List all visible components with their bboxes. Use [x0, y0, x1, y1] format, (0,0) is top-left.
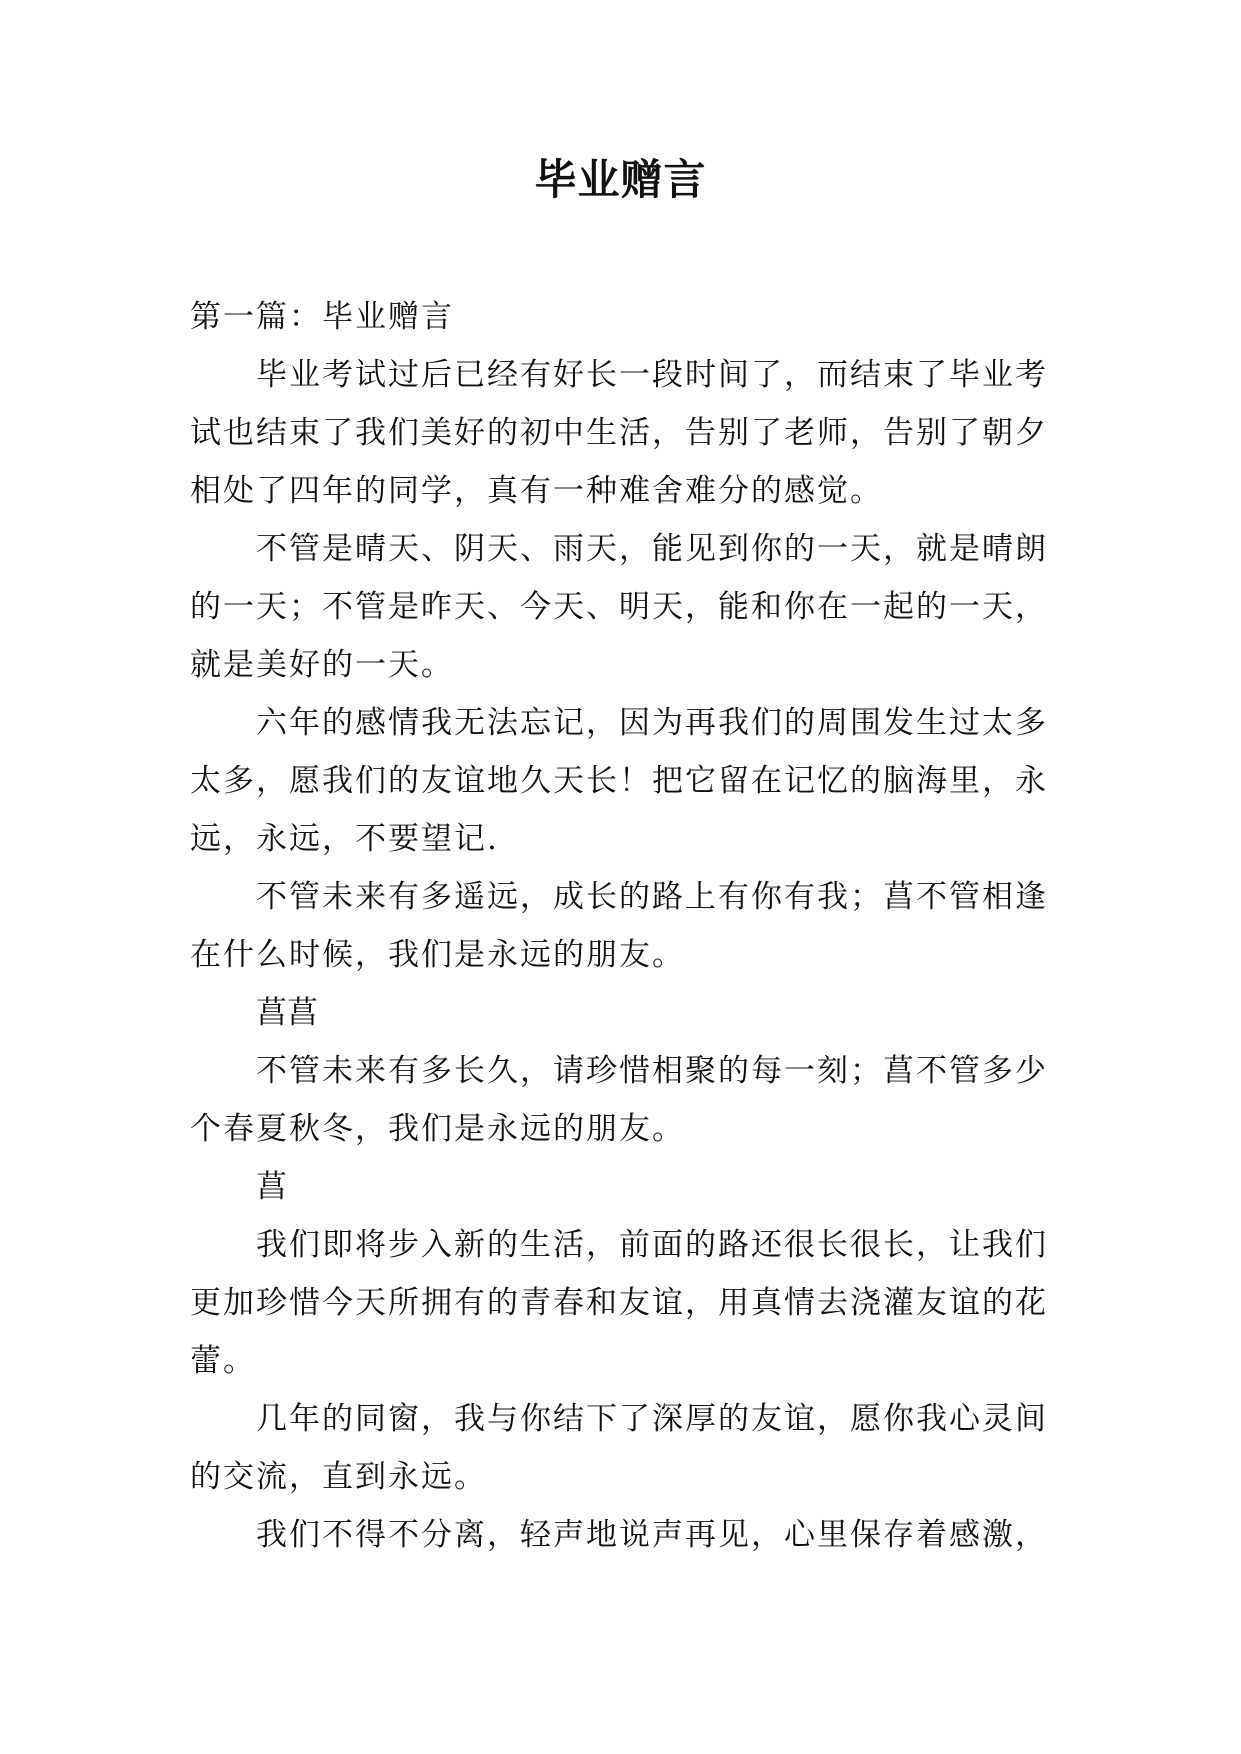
- paragraph-line: 就是美好的一天。: [190, 647, 454, 683]
- paragraph-line: 太多，愿我们的友谊地久天长！把它留在记忆的脑海里，永: [190, 763, 1048, 799]
- document-body: [190, 288, 1050, 1564]
- paragraph-line: 蕾。: [190, 1343, 256, 1379]
- paragraph-line: 不管是晴天、阴天、雨天，能见到你的一天，就是晴朗: [256, 531, 1048, 567]
- paragraph-line: 六年的感情我无法忘记，因为再我们的周围发生过太多: [256, 705, 1048, 741]
- paragraph-line: 相处了四年的同学，真有一种难舍难分的感觉。: [190, 473, 883, 509]
- paragraph-line: 不管未来有多长久，请珍惜相聚的每一刻；菖不管多少: [256, 1053, 1048, 1089]
- paragraph-line: 我们即将步入新的生活，前面的路还很长很长，让我们: [256, 1227, 1048, 1263]
- paragraph-line: 不管未来有多遥远，成长的路上有你有我；菖不管相逢: [256, 879, 1048, 915]
- paragraph-line: 在什么时候，我们是永远的朋友。: [190, 937, 685, 973]
- document-title: 毕业赠言: [534, 155, 707, 204]
- paragraph-line: 的一天；不管是昨天、今天、明天，能和你在一起的一天，: [190, 589, 1048, 625]
- paragraph-line: 我们不得不分离，轻声地说声再见，心里保存着感激，: [256, 1517, 1048, 1553]
- paragraph-line: 更加珍惜今天所拥有的青春和友谊，用真情去浇灌友谊的花: [190, 1285, 1048, 1321]
- paragraph-line: 菖: [256, 1169, 287, 1205]
- paragraph-line: 的交流，直到永远。: [190, 1459, 487, 1495]
- paragraph-line: 菖菖: [256, 995, 318, 1031]
- paragraph-line: 个春夏秋冬，我们是永远的朋友。: [190, 1111, 685, 1147]
- paragraph-line: 毕业考试过后已经有好长一段时间了，而结束了毕业考: [256, 357, 1048, 393]
- paragraph-line: 几年的同窗，我与你结下了深厚的友谊，愿你我心灵间: [256, 1401, 1048, 1437]
- section-heading: 第一篇：毕业赠言: [190, 299, 454, 335]
- paragraph-line: 远，永远，不要望记.: [190, 821, 499, 857]
- paragraph-line: 试也结束了我们美好的初中生活，告别了老师，告别了朝夕: [190, 415, 1048, 451]
